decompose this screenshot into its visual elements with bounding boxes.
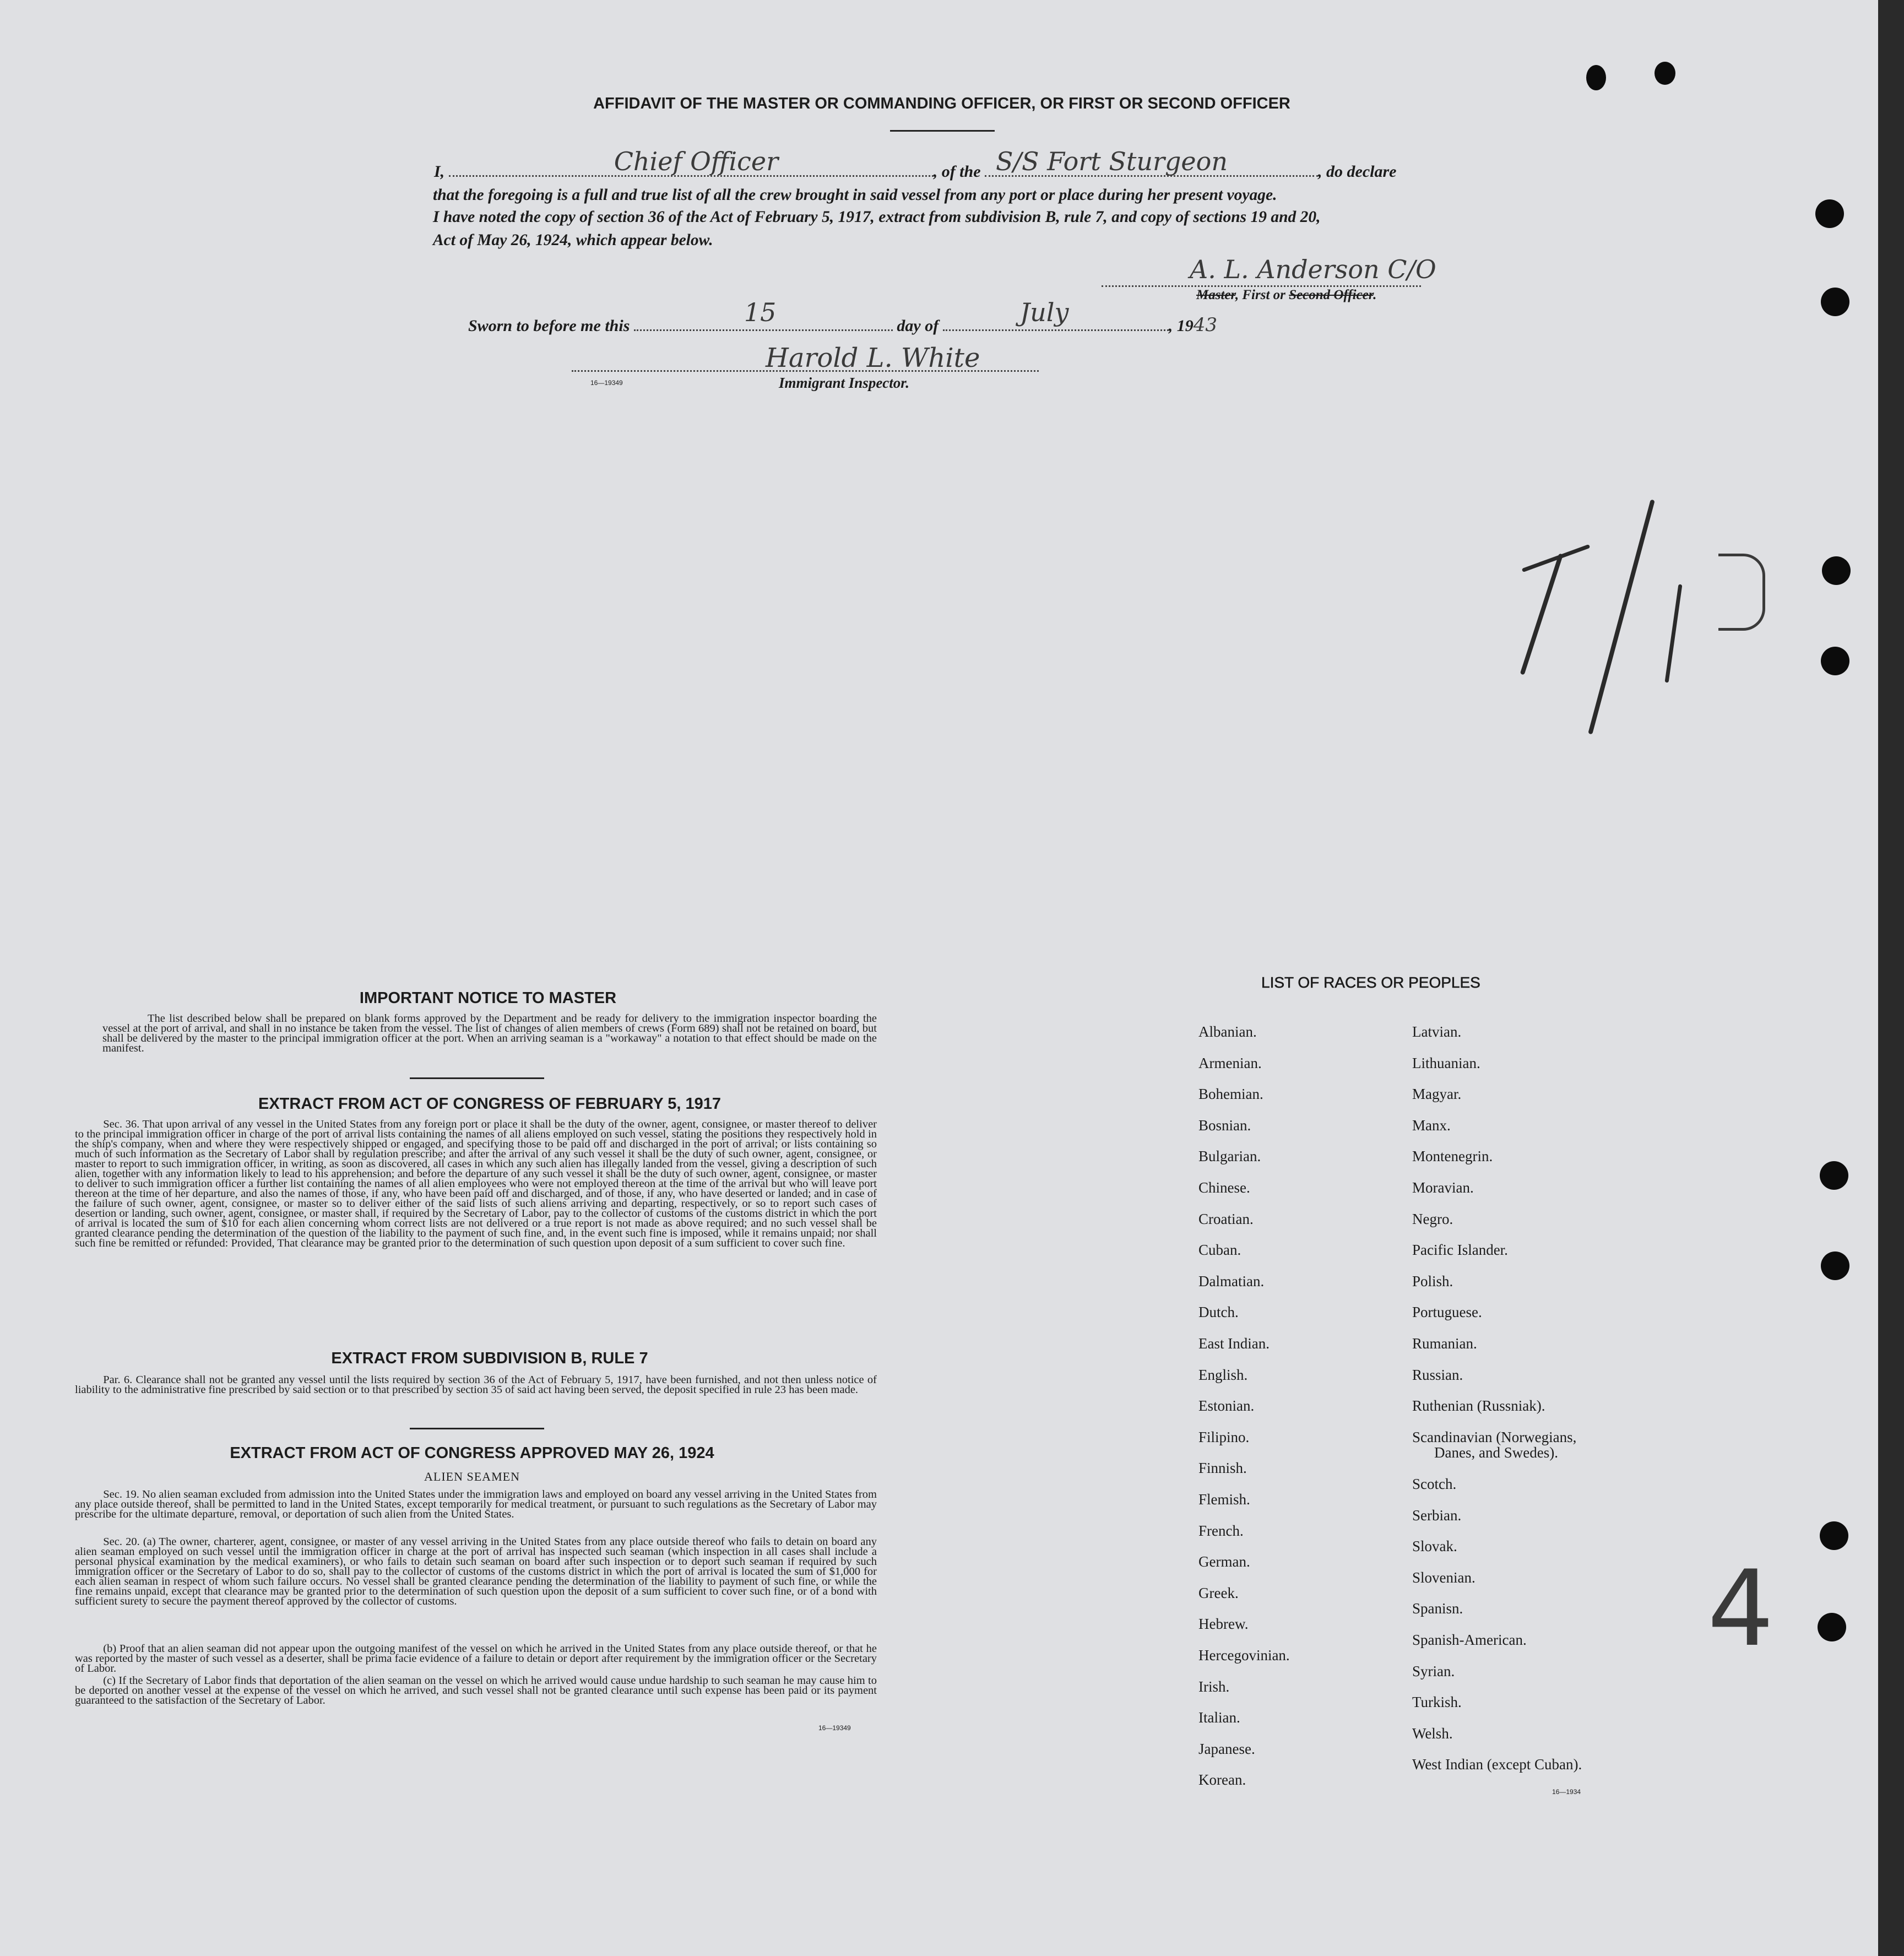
- extract-1917-body: Sec. 36. That upon arrival of any vessel in the United States from any foreign port or place it shall be the duty of the owner, agent, consignee, or master thereof to deliver to the principal immigration officer in charge of the port of arrival lists containing the names of all aliens employed on such vessel, stating the positions they respectively hold in the ship's company, when and where they were respectively shipped or engaged, and specifying those to be paid off and discharged in the port of arrival; or lists containing so much of such information as the Secretary of Labor shall by regulation prescribe; and after the arrival of any such vessel it shall be the duty of such owner, agent, consignee, or master to report to such immigration officer, in writing, as soon as discovered, all cases in which any such alien has illegally landed from the vessel, giving a description of such alien, together with any information likely to lead to his apprehension; and before the departure of any such vessel it shall be the duty of such owner, agent, consignee, or master to deliver to such immigration officer a further list containing the names of all alien employees who were not employed thereon at the time of the arrival but who will leave port thereon at the time of her departure, and also the names of those, if any, who have been paid off and discharged, and of those, if any, who have deserted or landed; and in case of the failure of such owner, agent, consignee, or master so to deliver either of the said lists of such aliens arriving and departing, respectively, or so to report such cases of desertion or landing, such owner, agent, consignee, or master shall, if required by the Secretary of Labor, pay to the collector of customs of the customs district in which the port of arrival is located the sum of $10 for each alien concerning whom correct lists are not delivered or a true report is not made as above required; and no such vessel shall be granted clearance pending the determination of the question of the liability to the payment of such fine, and, in the event such fine is imposed, while it remains unpaid; nor shall such fine be remitted or refunded: Provided, That clearance may be granted prior to the determination of such question upon deposit of a sum sufficient to cover such fine.: [75, 1118, 877, 1249]
- sworn-day-of: day of: [897, 317, 939, 335]
- race-item: Italian.: [1198, 1709, 1240, 1726]
- race-item: Korean.: [1198, 1771, 1246, 1789]
- race-item: Dalmatian.: [1198, 1272, 1265, 1289]
- race-item: French.: [1198, 1522, 1244, 1539]
- races-form-number: 16—1934: [1552, 1788, 1581, 1796]
- sec20a-body: Sec. 20. (a) The owner, charterer, agent, consignee, or master of any vessel arriving in the United States from any place outside thereof who fails to detain on board any alien seaman employed on such vessel until the immigration officer in charge at the port of arrival has inspected such seaman (which inspection in all cases shall include a personal physical examination by the medical examiners), or who fails to detain such seaman on board after such inspection or to deport such seaman if required by such immigration officer or the Secretary of Labor to do so, shall pay to the collector of customs of the customs district in which the port of arrival is located the sum of $1,000 for each alien seaman in respect of whom such failure occurs. No vessel shall be granted clearance pending the determination of the liability to payment of such fine, or while the fine remains unpaid, except that clearance may be granted prior to the determination of such question upon the deposit of a sum sufficient to cover such fine, or of a bond with sufficient surety to secure the payment thereof approved by the collector of customs.: [75, 1536, 877, 1607]
- section-divider: [410, 1077, 544, 1079]
- race-item: Hebrew.: [1198, 1616, 1249, 1633]
- race-item: Croatian.: [1198, 1210, 1254, 1227]
- sec19-body: Sec. 19. No alien seaman excluded from admission into the United States under the immigration laws and employed on board any vessel arriving in the United States from any place outside thereof, shall be permitted to land in the United States, except temporarily for medical treatment, or pursuant to such regulations as the Secretary of Labor may prescribe for the ultimate departure, removal, or deportation of such alien from the United States.: [75, 1488, 877, 1520]
- pen-stroke: [1718, 554, 1765, 631]
- pen-stroke: [1588, 499, 1655, 734]
- race-item: Serbian.: [1412, 1507, 1462, 1524]
- race-item: Bosnian.: [1198, 1117, 1251, 1134]
- race-item: Bulgarian.: [1198, 1148, 1261, 1165]
- race-item: Moravian.: [1412, 1179, 1474, 1196]
- race-item: Scandinavian (Norwegians,: [1412, 1428, 1577, 1445]
- punch-hole: [1820, 1161, 1848, 1190]
- notice-title: IMPORTANT NOTICE TO MASTER: [359, 989, 617, 1007]
- affidavit-line-3: I have noted the copy of section 36 of the Act of February 5, 1917, extract from subdivision B, rule 7, and copy of sections 19 and 20,: [433, 208, 1321, 226]
- affidavit-title: AFFIDAVIT OF THE MASTER OR COMMANDING OFFICER, OR FIRST OR SECOND OFFICER: [593, 95, 1290, 112]
- race-item: Slovenian.: [1412, 1569, 1476, 1586]
- caption-master-struck: Master: [1196, 288, 1235, 302]
- punch-hole: [1586, 65, 1606, 90]
- pen-stroke: [1520, 553, 1564, 675]
- race-item: Ruthenian (Russniak).: [1412, 1397, 1545, 1415]
- race-item: Turkish.: [1412, 1694, 1462, 1711]
- race-item: Manx.: [1412, 1117, 1451, 1134]
- race-item: Greek.: [1198, 1584, 1239, 1601]
- race-item: Finnish.: [1198, 1460, 1247, 1477]
- month-handwriting: July: [1019, 297, 1069, 327]
- officer-signature: A. L. Anderson C/O: [1190, 254, 1436, 284]
- race-item: Lithuanian.: [1412, 1054, 1480, 1071]
- vessel-handwriting: S/S Fort Sturgeon: [996, 147, 1228, 176]
- caption-end: .: [1373, 288, 1377, 302]
- race-item: Russian.: [1412, 1366, 1463, 1383]
- punch-hole: [1821, 1251, 1849, 1280]
- affidavit-of-the: , of the: [933, 162, 981, 181]
- sworn-year-prefix: , 19: [1168, 317, 1194, 335]
- race-item: Bohemian.: [1198, 1086, 1263, 1103]
- year-handwriting: 43: [1193, 314, 1217, 336]
- race-item: East Indian.: [1198, 1335, 1270, 1352]
- page-mark-text: 4: [1707, 1548, 1774, 1670]
- caption-second-struck: Second Officer: [1289, 288, 1374, 302]
- inspector-caption: Immigrant Inspector.: [779, 375, 910, 391]
- signature-line: [1102, 285, 1421, 287]
- race-item: Slovak.: [1412, 1538, 1457, 1555]
- sworn-prefix: Sworn to before me this: [468, 317, 630, 335]
- date-mark: [1509, 496, 1768, 738]
- race-item: Polish.: [1412, 1272, 1453, 1289]
- race-item: Flemish.: [1198, 1491, 1250, 1508]
- race-item: Negro.: [1412, 1210, 1453, 1227]
- race-item: Filipino.: [1198, 1428, 1250, 1445]
- affidavit-line-1: [434, 147, 1453, 181]
- affidavit-line-4: Act of May 26, 1924, which appear below.: [433, 231, 713, 249]
- race-item: West Indian (except Cuban).: [1412, 1756, 1582, 1773]
- sec20b-body: (b) Proof that an alien seaman did not appear upon the outgoing manifest of the vessel on which he arrived in the United States from any place outside thereof, or that he was reported by the master of such vessel as a deserter, shall be prima facie evidence of a failure to detain or deport after requirement by the immigration officer or the Secretary of Labor.: [75, 1643, 877, 1675]
- officer-handwriting: Chief Officer: [614, 147, 779, 176]
- race-item: English.: [1198, 1366, 1248, 1383]
- sec20c-body: (c) If the Secretary of Labor finds that deportation of the alien seaman on the vessel on which he arrived would cause undue hardship to such seaman he may cause him to be deported on another vessel at the expense of the vessel on which he arrived, and such vessel shall not be granted clearance until such expense has been paid or its payment guaranteed to the satisfaction of the Secretary of Labor.: [75, 1675, 877, 1706]
- inspector-signature: Harold L. White: [766, 343, 980, 373]
- punch-hole: [1822, 556, 1851, 585]
- punch-hole: [1815, 199, 1844, 228]
- race-item: Welsh.: [1412, 1725, 1453, 1742]
- affidavit-line-2: that the foregoing is a full and true list of all the crew brought in said vessel from any port or place during her present voyage.: [433, 186, 1277, 204]
- race-item: Montenegrin.: [1412, 1148, 1493, 1165]
- day-handwriting: 15: [744, 297, 777, 327]
- race-item: Pacific Islander.: [1412, 1242, 1508, 1259]
- vessel-field: [985, 147, 1318, 177]
- notice-body: The list described below shall be prepared on blank forms approved by the Department and be ready for delivery to the immigration inspector boarding the vessel at the port of arrival, and shall in no instance be taken from the vessel. The list of changes of alien members of crews (Form 689) shall not be retained on board, but shall be delivered by the master to the principal immigration officer at the port. When an arriving seaman is a "workaway" a notation to that effect should be made on the manifest.: [102, 1012, 877, 1054]
- inspector-line: [572, 370, 1039, 372]
- extract-1924-title: EXTRACT FROM ACT OF CONGRESS APPROVED MAY 26, 1924: [230, 1444, 714, 1462]
- title-divider: [890, 130, 995, 132]
- day-field: [634, 297, 893, 331]
- form-number-top: 16—19349: [590, 379, 623, 387]
- form-number-bottom: 16—19349: [818, 1724, 851, 1732]
- race-item: Armenian.: [1198, 1054, 1262, 1071]
- race-item: Rumanian.: [1412, 1335, 1477, 1352]
- scan-edge: [1878, 0, 1904, 1956]
- race-item: Portuguese.: [1412, 1304, 1482, 1321]
- race-item: Chinese.: [1198, 1179, 1250, 1196]
- race-item: Estonian.: [1198, 1397, 1255, 1415]
- officer-field: [449, 147, 934, 177]
- sworn-line: [468, 297, 1228, 336]
- caption-first-or: , First or: [1235, 288, 1285, 302]
- race-item: Magyar.: [1412, 1086, 1462, 1103]
- races-title: LIST OF RACES OR PEOPLES: [1261, 974, 1480, 991]
- punch-hole: [1818, 1613, 1846, 1641]
- section-divider: [410, 1428, 544, 1429]
- signature-caption: [1196, 288, 1376, 303]
- race-item: Hercegovinian.: [1198, 1647, 1290, 1664]
- rule7-title: EXTRACT FROM SUBDIVISION B, RULE 7: [331, 1350, 648, 1367]
- race-item: Spanish-American.: [1412, 1632, 1527, 1648]
- pen-stroke: [1665, 584, 1683, 682]
- race-item: German.: [1198, 1553, 1250, 1570]
- punch-hole: [1821, 288, 1849, 316]
- race-item: Spanisn.: [1412, 1600, 1463, 1617]
- punch-hole: [1820, 1521, 1848, 1550]
- page-mark: [1685, 1548, 1801, 1670]
- race-item: Irish.: [1198, 1678, 1230, 1695]
- affidavit-declare: , do declare: [1318, 162, 1397, 181]
- rule7-body: Par. 6. Clearance shall not be granted any vessel until the lists required by section 36 of the Act of February 5, 1917, have been furnished, and not then unless notice of liability to the administrative fine prescribed by said section or to that prescribed by section 35 of said act having been served, the deposit specified in rule 23 has been made.: [75, 1374, 877, 1396]
- race-item: Danes, and Swedes).: [1434, 1444, 1558, 1461]
- punch-hole: [1821, 647, 1849, 675]
- extract-1917-title: EXTRACT FROM ACT OF CONGRESS OF FEBRUARY 5, 1917: [258, 1095, 722, 1113]
- race-item: Latvian.: [1412, 1023, 1462, 1040]
- alien-seamen-subtitle: ALIEN SEAMEN: [424, 1470, 520, 1483]
- race-item: Syrian.: [1412, 1662, 1455, 1679]
- race-item: Scotch.: [1412, 1476, 1457, 1492]
- punch-hole: [1655, 62, 1675, 85]
- race-item: Albanian.: [1198, 1023, 1257, 1040]
- race-item: Dutch.: [1198, 1304, 1239, 1321]
- race-item: Japanese.: [1198, 1740, 1255, 1757]
- month-field: [943, 297, 1169, 331]
- affidavit-prefix: I,: [434, 162, 445, 181]
- race-item: Cuban.: [1198, 1242, 1241, 1259]
